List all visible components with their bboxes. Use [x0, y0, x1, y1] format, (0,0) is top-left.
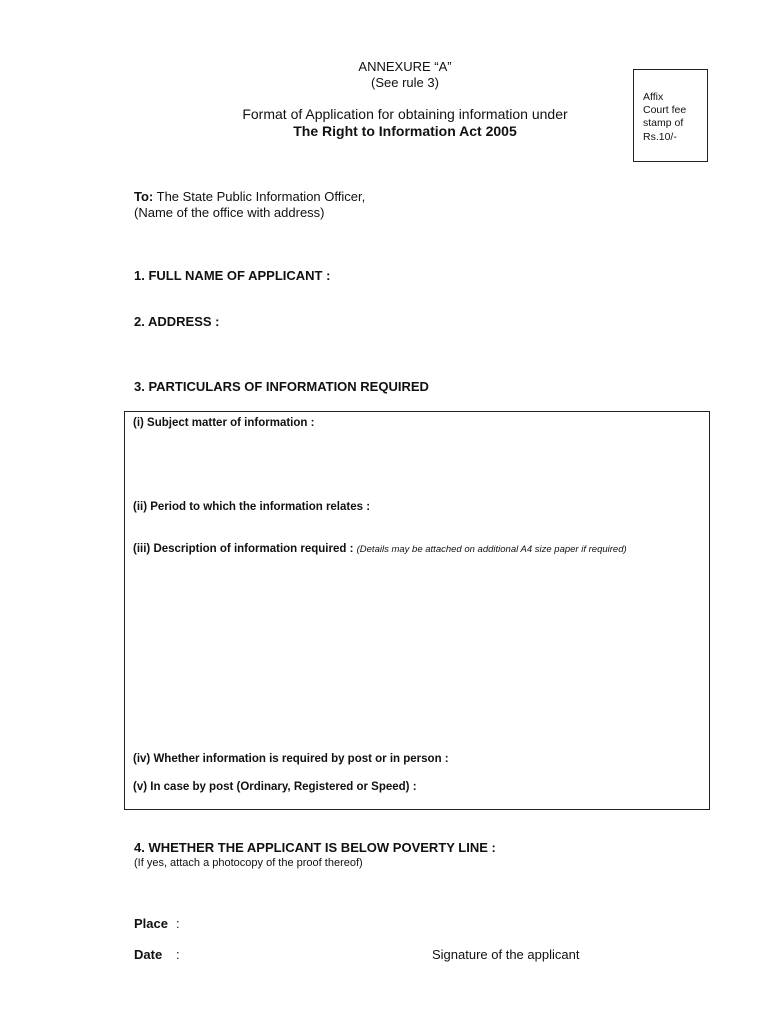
date-label: Date [134, 947, 163, 962]
place-colon: : [176, 916, 180, 931]
stamp-line-2: Court fee [643, 104, 687, 117]
poverty-line-note: (If yes, attach a photocopy of the proof thereof) [134, 857, 363, 869]
poverty-line-heading: 4. WHETHER THE APPLICANT IS BELOW POVERTY LINE : [134, 840, 496, 855]
act-title: The Right to Information Act 2005 [293, 123, 517, 139]
to-label: To: [134, 189, 154, 204]
stamp-line-1: Affix [643, 91, 664, 103]
form-format-title: Format of Application for obtaining information under [242, 106, 568, 122]
court-fee-stamp-box [633, 69, 708, 162]
addressee-officer: The State Public Information Officer, [153, 189, 366, 204]
particulars-box [124, 411, 710, 810]
stamp-line-4: Rs.10/- [643, 130, 677, 143]
post-type-label: (v) In case by post (Ordinary, Registered or Speed) : [133, 781, 417, 793]
description-line [133, 542, 627, 557]
place-label: Place [134, 916, 168, 931]
subject-matter-label: (i) Subject matter of information : [133, 417, 315, 429]
delivery-mode-label: (iv) Whether information is required by post or in person : [133, 753, 449, 765]
description-note: (Details may be attached on additional A4 size paper if required) [356, 544, 627, 555]
stamp-line-3: stamp of [643, 117, 684, 130]
description-label: (iii) Description of information required : [133, 543, 357, 555]
particulars-heading: 3. PARTICULARS OF INFORMATION REQUIRED [134, 379, 429, 394]
period-label: (ii) Period to which the information relates : [133, 501, 371, 513]
full-name-heading: 1. FULL NAME OF APPLICANT : [134, 268, 331, 283]
addressee-line [134, 189, 365, 205]
address-heading: 2. ADDRESS : [134, 314, 220, 329]
signature-label: Signature of the applicant [432, 947, 580, 962]
annexure-title: ANNEXURE “A” [358, 59, 452, 74]
see-rule-note: (See rule 3) [371, 75, 439, 90]
date-colon: : [176, 947, 180, 962]
office-address-note: (Name of the office with address) [134, 205, 325, 220]
